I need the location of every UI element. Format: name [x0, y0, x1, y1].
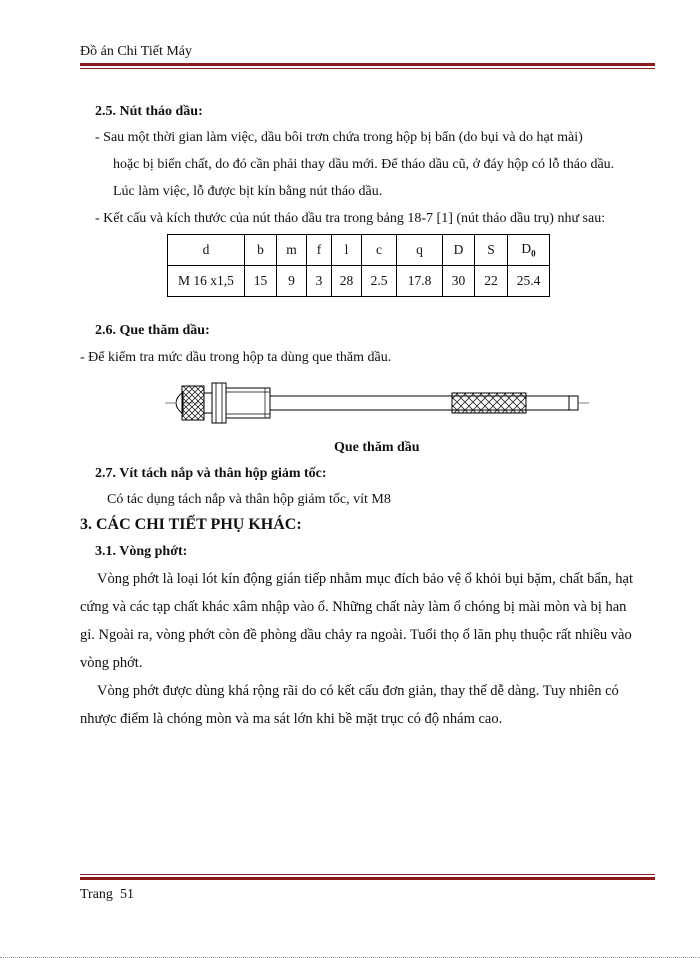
footer-rule-thin: [80, 874, 655, 875]
footer-page: [80, 887, 134, 903]
table-cell: 17.8: [397, 266, 443, 297]
paragraph-1-line-1: Vòng phớt là loại lót kín động gián tiếp nhằm mục đích bảo vệ ổ khỏi bụi bặm, chất bẩn, hạt: [97, 571, 634, 587]
table-header-cell: b: [245, 235, 277, 266]
table-cell: 22: [475, 266, 508, 297]
paragraph-1-line-2: cứng và các tạp chất khác xâm nhập vào ổ. Những chất này làm ổ chóng bị mài mòn và bị han: [80, 599, 627, 615]
drain-plug-table: [167, 234, 550, 297]
section-2-7-text: Có tác dụng tách nắp và thân hộp giảm tốc, vít M8: [107, 492, 391, 507]
section-2-5-bullet1-line1: - Sau một thời gian làm việc, dầu bôi trơn chứa trong hộp bị bẩn (do bụi và do hạt mài): [95, 130, 583, 145]
header-rule-thin: [80, 68, 655, 69]
table-header-cell: q: [397, 235, 443, 266]
table-cell: 2.5: [362, 266, 397, 297]
footer-rule-thick: [80, 877, 655, 880]
table-cell: 25.4: [508, 266, 550, 297]
table-header-cell: f: [307, 235, 332, 266]
footer-page-number: 51: [119, 887, 134, 902]
section-2-5-bullet1-line2: hoặc bị biến chất, do đó cần phải thay dầu mới. Để tháo dầu cũ, ở đáy hộp có lỗ tháo dầu.: [113, 157, 615, 172]
header-rule-thick: [80, 63, 655, 66]
page-header-title: Đồ án Chi Tiết Máy: [80, 44, 193, 59]
section-2-5-bullet2: - Kết cấu và kích thước của nút tháo dầu tra trong bảng 18-7 [1] (nút tháo dầu trụ) như sau:: [95, 211, 606, 226]
table-header-cell: l: [332, 235, 362, 266]
section-2-6-heading: 2.6. Que thăm dầu:: [95, 323, 210, 338]
table-cell: 15: [245, 266, 277, 297]
table-header-cell: c: [362, 235, 397, 266]
section-2-6-bullet: - Để kiểm tra mức dầu trong hộp ta dùng que thăm dầu.: [80, 350, 392, 365]
table-cell: M 16 x1,5: [168, 266, 245, 297]
table-cell: 28: [332, 266, 362, 297]
section-2-7-heading: 2.7. Vít tách nắp và thân hộp giảm tốc:: [95, 466, 327, 481]
paragraph-2-line-1: Vòng phớt được dùng khá rộng rãi do có kết cấu đơn giản, thay thế dễ dàng. Tuy nhiên có: [97, 683, 619, 699]
table-cell: 9: [277, 266, 307, 297]
table-header-cell: S: [475, 235, 508, 266]
table-header-cell: [508, 235, 550, 266]
section-3-heading: 3. CÁC CHI TIẾT PHỤ KHÁC:: [80, 516, 302, 533]
paragraph-1-line-4: vòng phớt.: [80, 655, 143, 671]
table-row: [168, 266, 550, 297]
table-header-row: [168, 235, 550, 266]
section-2-5-bullet1-line3: Lúc làm việc, lỗ được bịt kín bằng nút tháo dầu.: [113, 184, 383, 199]
footer-page-label: Trang: [80, 887, 113, 902]
paragraph-2-line-2: nhược điểm là chóng mòn và ma sát lớn khi bề mặt trục có độ nhám cao.: [80, 711, 503, 727]
table-header-D0-sub: 0: [531, 248, 536, 259]
table-cell: 30: [443, 266, 475, 297]
section-2-5-heading: 2.5. Nút tháo dầu:: [95, 104, 203, 119]
dipstick-drawing: [165, 374, 590, 436]
table-header-D0: D: [521, 241, 532, 257]
table-header-cell: m: [277, 235, 307, 266]
page-bottom-divider: [0, 957, 700, 958]
table-header-cell: d: [168, 235, 245, 266]
table-header-cell: D: [443, 235, 475, 266]
paragraph-1-line-3: gỉ. Ngoài ra, vòng phớt còn đề phòng dầu chảy ra ngoài. Tuổi thọ ổ lăn phụ thuộc rất nhiều vào: [80, 627, 632, 643]
table-cell: 3: [307, 266, 332, 297]
figure-caption: Que thăm dầu: [334, 440, 420, 455]
section-3-1-heading: 3.1. Vòng phớt:: [95, 544, 188, 559]
